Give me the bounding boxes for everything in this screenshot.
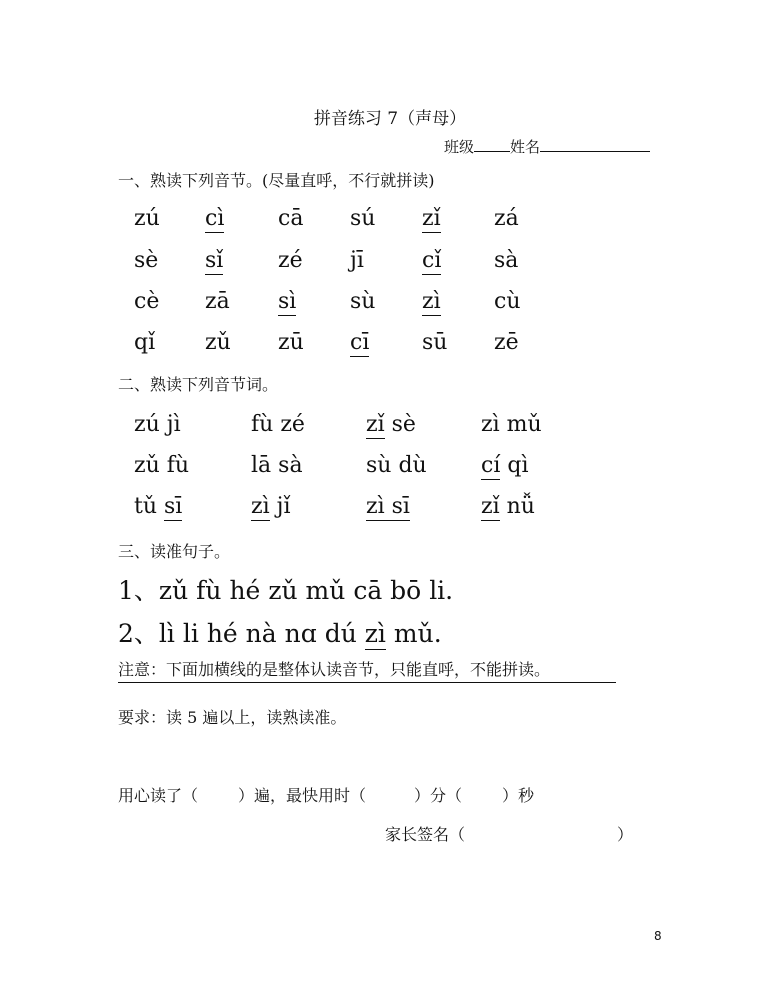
sentence-syllable: mǔ. <box>393 619 442 648</box>
syllable: zū <box>278 330 304 355</box>
sentence-syllable: hé <box>206 619 238 648</box>
sentence-syllable: hé <box>229 576 261 605</box>
sentence-syllable: cā <box>353 576 383 605</box>
word-syllable: zì <box>251 494 270 519</box>
syllable: zì <box>422 289 441 314</box>
word-syllable: zǐ <box>366 412 385 437</box>
syllable: qǐ <box>134 330 156 355</box>
syllable-word <box>366 412 416 437</box>
sentence-syllable: li. <box>429 576 454 605</box>
syllable-word <box>481 494 535 519</box>
word-syllable: zé <box>280 412 305 437</box>
syllable-word <box>251 453 303 478</box>
syllable-word <box>134 494 182 519</box>
word-syllable: zǐ <box>481 494 500 519</box>
syllable: cù <box>494 289 521 314</box>
signature-close: ） <box>617 825 634 844</box>
sentence-syllable: mǔ <box>305 576 346 605</box>
word-syllable: qì <box>507 453 529 478</box>
seconds-label: ）秒 <box>502 786 535 805</box>
syllable: jī <box>350 248 364 273</box>
note-text: 注意：下面加横线的是整体认读音节，只能直呼，不能拼读。 <box>118 657 616 683</box>
syllable: sǐ <box>205 248 224 273</box>
sentence-syllable: nɑ <box>284 619 317 648</box>
syllable: sè <box>134 248 159 273</box>
syllable: sà <box>494 248 519 273</box>
syllable: sú <box>350 206 376 231</box>
syllable: zú <box>134 206 160 231</box>
word-syllable: sù <box>366 453 392 478</box>
page-number: 8 <box>654 929 662 943</box>
sentence-syllable: lì <box>158 619 175 648</box>
word-syllable: nǚ <box>506 494 535 519</box>
syllable: cǐ <box>422 248 442 273</box>
word-syllable: fù <box>251 412 274 437</box>
syllable-word <box>366 494 410 519</box>
syllable: cā <box>278 206 304 231</box>
sentence-syllable: fù <box>196 576 222 605</box>
syllable: sū <box>422 330 448 355</box>
sentence-syllable: zì <box>364 619 386 648</box>
sentence <box>118 571 453 607</box>
page-title: 拼音练习 7（声母） <box>313 109 467 129</box>
sentence-syllable: bō <box>390 576 422 605</box>
sentence <box>118 614 442 650</box>
syllable-word <box>251 412 305 437</box>
syllable: zǐ <box>422 206 441 231</box>
word-syllable: zú <box>134 412 160 437</box>
sentence-syllable: zǔ <box>158 576 189 605</box>
syllable-word <box>481 453 528 478</box>
name-label: 姓名 <box>510 138 541 156</box>
syllable: zā <box>205 289 230 314</box>
sentence-number: 1、 <box>118 576 159 605</box>
minutes-label: ）分（ <box>414 786 463 805</box>
word-syllable: fù <box>166 453 190 478</box>
class-blank[interactable] <box>474 137 510 152</box>
section1-heading: 一、熟读下列音节。(尽量直呼，不行就拼读) <box>118 171 435 190</box>
word-syllable: mǔ <box>506 412 542 437</box>
section2-heading: 二、熟读下列音节词。 <box>118 375 279 394</box>
sentence-syllable: nà <box>245 619 277 648</box>
sentence-syllable: zǔ <box>268 576 298 605</box>
sentence-syllable: dú <box>324 619 357 648</box>
syllable-word <box>366 453 427 478</box>
syllable: sù <box>350 289 376 314</box>
word-syllable: sà <box>278 453 303 478</box>
sentence-syllable: li <box>182 619 199 648</box>
class-name-line <box>444 136 650 157</box>
word-syllable: lā <box>251 453 272 478</box>
syllable-word <box>134 412 181 437</box>
word-syllable: zǔ <box>134 453 160 478</box>
word-syllable: tǔ <box>134 494 158 519</box>
section3-heading: 三、读准句子。 <box>118 542 231 561</box>
word-syllable: sè <box>391 412 416 437</box>
word-syllable: zì sī <box>366 494 410 519</box>
syllable: zē <box>494 330 519 355</box>
syllable-word <box>134 453 189 478</box>
word-syllable: cí <box>481 453 501 478</box>
syllable-word <box>481 412 542 437</box>
syllable: sì <box>278 289 297 314</box>
syllable: zǔ <box>205 330 231 355</box>
name-blank[interactable] <box>540 137 650 152</box>
sentence-number: 2、 <box>118 619 159 648</box>
word-syllable: dù <box>398 453 427 478</box>
word-syllable: sī <box>164 494 183 519</box>
reading-times-label: 用心读了（ <box>118 786 199 805</box>
reading-record <box>118 783 534 806</box>
word-syllable: jì <box>166 412 181 437</box>
requirement-text: 要求：读 5 遍以上，读熟读准。 <box>118 708 347 727</box>
fastest-time-label: ）遍，最快用时（ <box>238 786 367 805</box>
syllable: cī <box>350 330 370 355</box>
syllable: zá <box>494 206 519 231</box>
syllable: zé <box>278 248 303 273</box>
parent-signature-label: 家长签名（ <box>385 825 466 844</box>
word-syllable: jǐ <box>276 494 291 519</box>
syllable-word <box>251 494 291 519</box>
class-label: 班级 <box>444 138 475 156</box>
parent-signature <box>385 822 633 845</box>
syllable: cè <box>134 289 160 314</box>
word-syllable: zì <box>481 412 500 437</box>
syllable: cì <box>205 206 225 231</box>
